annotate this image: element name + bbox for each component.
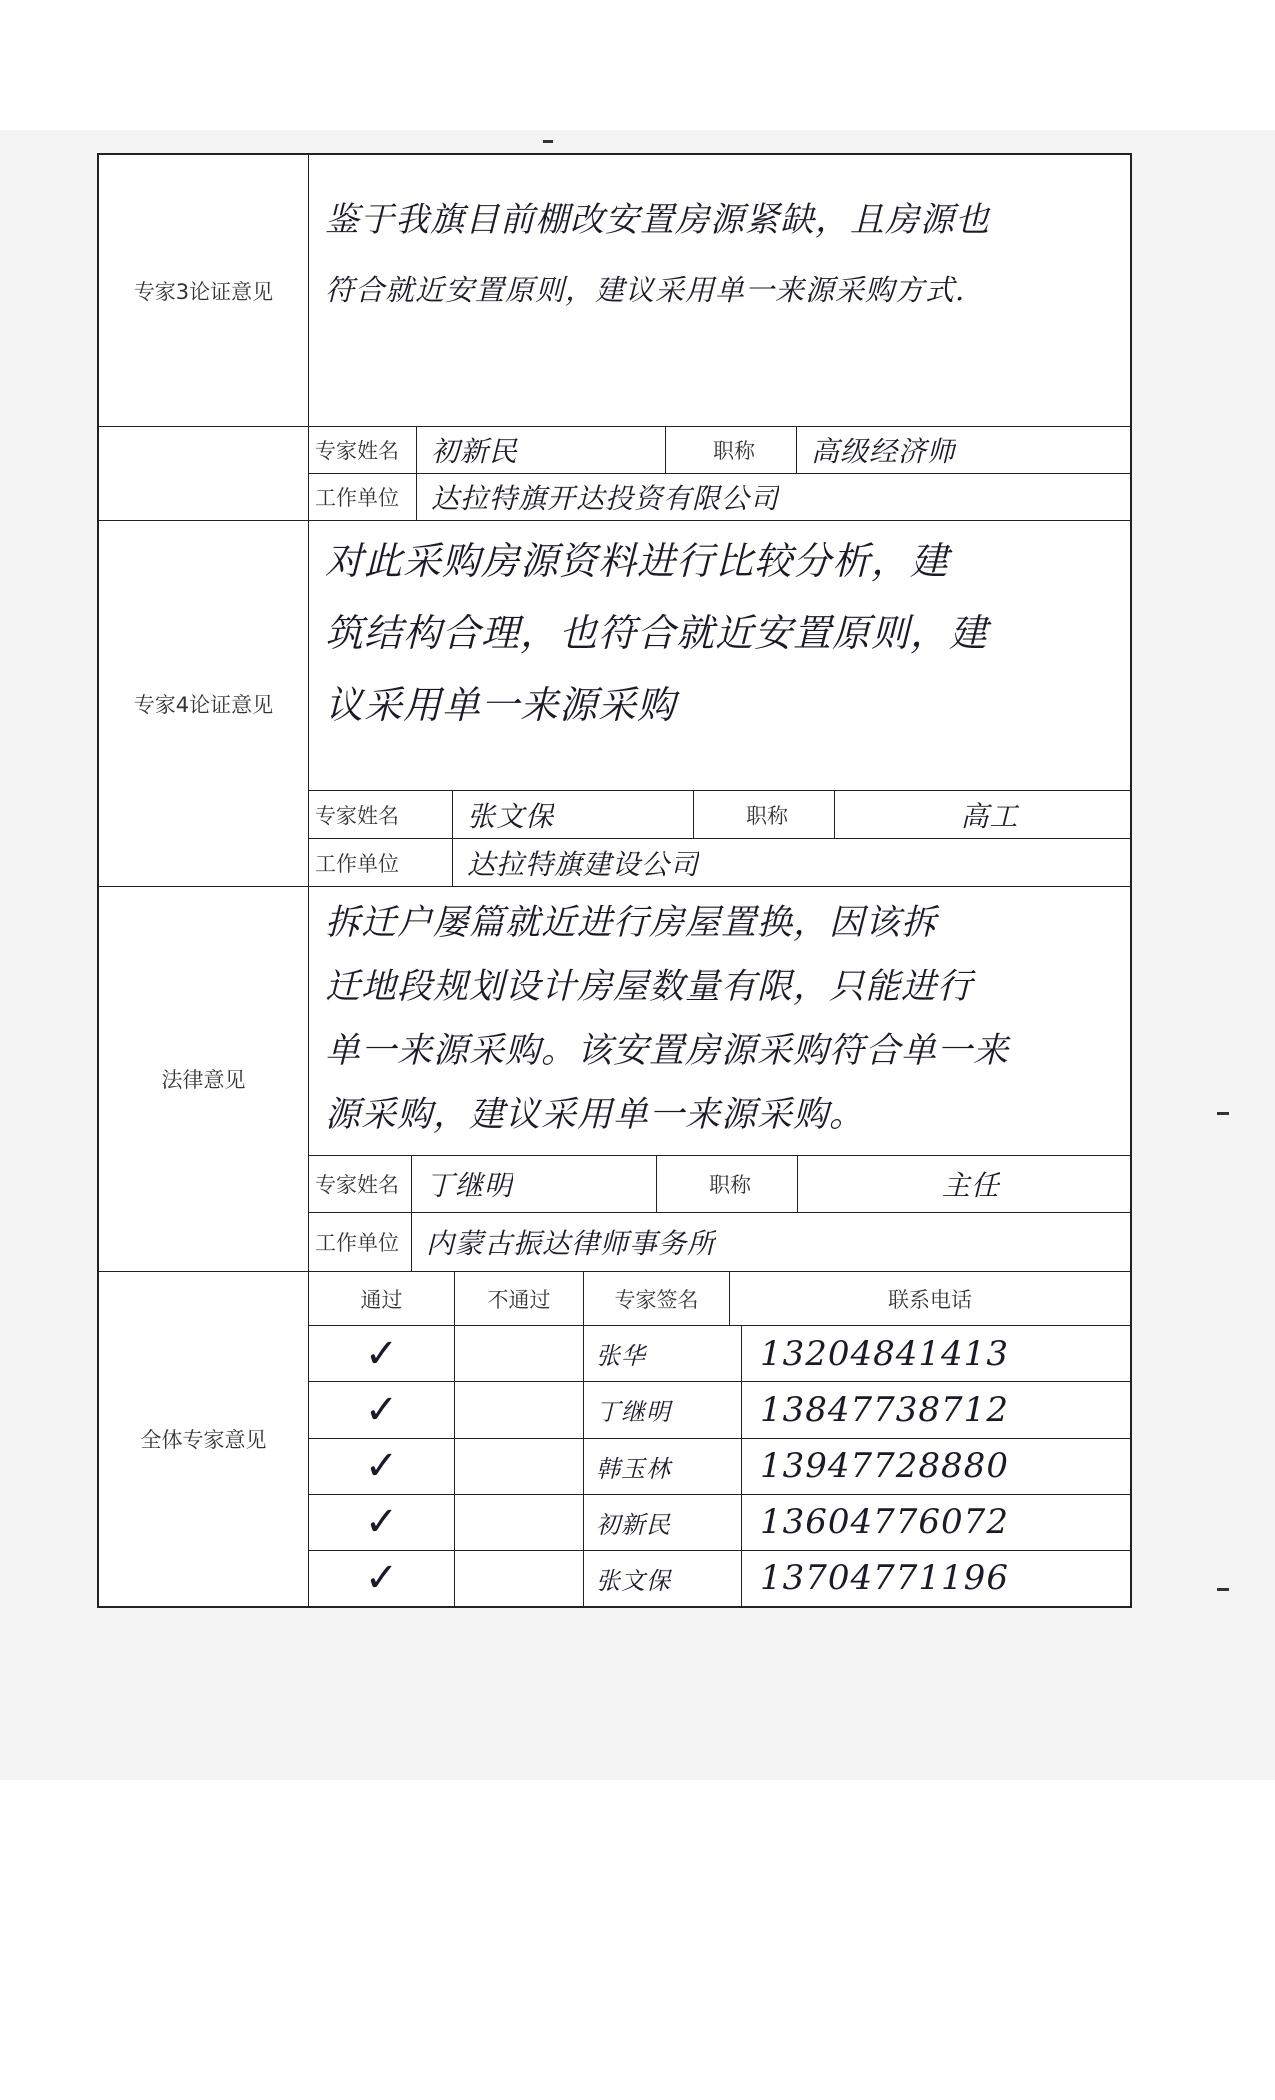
empty-label-cell [99,427,309,520]
pass-header: 通过 [360,1287,403,1312]
expert-name-value: 张文保 [467,799,555,833]
opinion-line: 鉴于我旗目前棚改安置房源紧缺，且房源也 [325,200,990,240]
table-row [309,1551,1130,1606]
legal-section [99,887,1130,1272]
check-mark-icon: ✓ [364,1443,399,1490]
work-unit-label: 工作单位 [315,851,399,876]
opinion-line: 筑结构合理，也符合就近安置原则，建 [325,611,989,655]
expert4-opinion [309,521,1130,791]
expert3-opinion [309,155,1130,426]
expert-title-value: 高工 [960,799,1019,833]
expert-name-label: 专家姓名 [315,439,399,463]
phone-number: 13704771196 [760,1558,1009,1599]
work-unit-label: 工作单位 [315,486,399,510]
opinion-line: 单一来源采购。该安置房源采购符合单一来 [325,1031,1010,1071]
table-row [309,1495,1130,1551]
fail-header: 不通过 [487,1287,551,1312]
phone-number: 13847738712 [760,1389,1009,1430]
expert-title-label: 职称 [746,803,788,828]
phone-header: 联系电话 [888,1287,972,1312]
work-unit-value: 达拉特旗建设公司 [467,847,700,881]
opinion-line: 拆迁户屡篇就近进行房屋置换，因该拆 [325,903,938,943]
all-experts-section [99,1272,1130,1606]
expert-signature: 韩玉林 [596,1454,671,1483]
all-experts-label: 全体专家意见 [99,1272,309,1606]
table-row [309,1382,1130,1438]
expert-title-value: 高级经济师 [811,435,957,468]
expert-name-label: 专家姓名 [315,803,399,828]
expert-signature: 丁继明 [596,1398,671,1427]
expert4-label: 专家4论证意见 [99,521,309,886]
legal-label: 法律意见 [99,887,309,1271]
expert3-info-section [99,427,1130,521]
expert3-section [99,155,1130,427]
opinion-line: 源采购，建议采用单一来源采购。 [325,1095,866,1135]
expert4-section [99,521,1130,887]
check-mark-icon: ✓ [364,1499,399,1546]
legal-opinion [309,887,1130,1156]
expert-signature: 初新民 [596,1510,671,1539]
expert-title-label: 职称 [709,1173,751,1197]
opinion-line: 符合就近安置原则，建议采用单一来源采购方式. [325,273,966,307]
expert-name-label: 专家姓名 [315,1173,399,1197]
expert-name-value: 丁继明 [426,1169,514,1202]
expert-title-label: 职称 [713,439,755,463]
expert-title-value: 主任 [941,1169,1000,1202]
work-unit-value: 达拉特旗开达投资有限公司 [431,482,780,515]
scan-mark [1217,1112,1229,1115]
scan-mark [543,140,553,143]
opinion-line: 议采用单一来源采购 [325,683,677,727]
opinion-line: 迁地段规划设计房屋数量有限，只能进行 [325,967,974,1007]
expert-signature: 张华 [596,1342,646,1371]
check-mark-icon: ✓ [364,1555,399,1602]
expert-opinion-form [97,153,1132,1608]
expert3-label: 专家3论证意见 [99,155,309,426]
expert-signature: 张文保 [596,1566,671,1595]
phone-number: 13947728880 [760,1446,1009,1487]
phone-number: 13604776072 [760,1502,1009,1543]
table-row [309,1326,1130,1382]
phone-number: 13204841413 [760,1333,1009,1374]
scan-mark [1217,1588,1229,1591]
opinion-line: 对此采购房源资料进行比较分析，建 [325,539,950,583]
check-mark-icon: ✓ [364,1330,399,1377]
work-unit-value: 内蒙古振达律师事务所 [426,1227,717,1260]
table-row [309,1439,1130,1495]
check-mark-icon: ✓ [364,1386,399,1433]
signature-header: 专家签名 [614,1287,699,1312]
summary-header-row [309,1272,1130,1326]
expert-name-value: 初新民 [431,435,519,468]
work-unit-label: 工作单位 [315,1231,399,1255]
